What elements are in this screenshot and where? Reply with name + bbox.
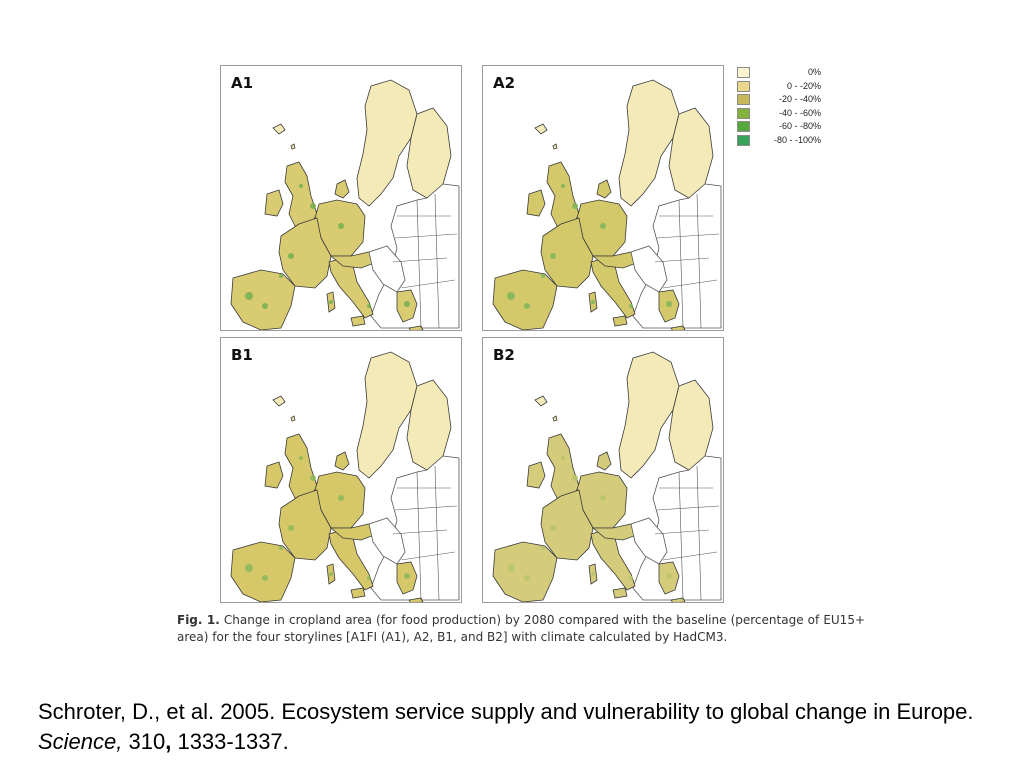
region-britain — [547, 434, 579, 498]
cropland-loss-hotspot — [367, 304, 371, 308]
cropland-loss-hotspot — [507, 292, 515, 300]
citation — [38, 697, 1013, 757]
legend-item — [737, 120, 827, 134]
cropland-loss-hotspot — [591, 572, 595, 576]
map-panel-a2 — [482, 65, 724, 331]
legend-label: -20 - -40% — [778, 94, 821, 104]
cropland-loss-hotspot — [288, 525, 294, 531]
cropland-loss-hotspot — [288, 253, 294, 259]
legend-item — [737, 80, 827, 94]
cropland-loss-hotspot — [629, 304, 633, 308]
region-scandinavia — [357, 80, 417, 206]
map-panel-a1 — [220, 65, 462, 331]
cropland-loss-hotspot — [262, 575, 268, 581]
region-iberia — [231, 270, 295, 330]
region-iceland — [273, 124, 285, 134]
cropland-loss-hotspot — [404, 301, 410, 307]
region-iceland — [273, 396, 285, 406]
cropland-loss-hotspot — [561, 184, 565, 188]
region-sicily — [351, 588, 365, 598]
figure-caption — [177, 612, 865, 646]
region-scandinavia — [619, 352, 679, 478]
region-denmark — [335, 180, 349, 198]
region-ireland — [265, 462, 283, 488]
legend-swatch — [737, 67, 750, 78]
region-britain — [285, 434, 317, 498]
region-faroe — [291, 416, 295, 421]
legend-item — [737, 93, 827, 107]
region-sicily — [613, 316, 627, 326]
region-denmark — [597, 452, 611, 470]
cropland-loss-hotspot — [572, 203, 578, 209]
citation-comma: , — [165, 729, 172, 754]
europe-map — [483, 66, 723, 330]
cropland-loss-hotspot — [279, 274, 283, 278]
cropland-loss-hotspot — [561, 456, 565, 460]
cropland-loss-hotspot — [524, 575, 530, 581]
cropland-loss-hotspot — [262, 303, 268, 309]
legend-swatch — [737, 121, 750, 132]
legend-swatch — [737, 94, 750, 105]
cropland-loss-hotspot — [572, 475, 578, 481]
region-faroe — [291, 144, 295, 149]
europe-map — [221, 338, 461, 602]
cropland-loss-hotspot — [550, 253, 556, 259]
cropland-loss-hotspot — [541, 546, 545, 550]
map-panel-b2 — [482, 337, 724, 603]
cropland-loss-hotspot — [338, 223, 344, 229]
cropland-loss-hotspot — [329, 300, 333, 304]
legend-swatch — [737, 135, 750, 146]
citation-volume: 310 — [122, 729, 166, 754]
cropland-loss-hotspot — [550, 525, 556, 531]
legend-label: -80 - -100% — [773, 134, 821, 145]
legend-swatch — [737, 81, 750, 92]
map-legend — [737, 66, 827, 147]
region-faroe — [553, 416, 557, 421]
legend-item — [737, 107, 827, 121]
region-britain — [285, 162, 317, 226]
panel-label-b2: B2 — [493, 346, 515, 364]
cropland-loss-hotspot — [279, 546, 283, 550]
region-iberia — [231, 542, 295, 602]
cropland-loss-hotspot — [299, 184, 303, 188]
cropland-loss-hotspot — [524, 303, 530, 309]
legend-label: 0% — [807, 67, 821, 77]
cropland-loss-hotspot — [541, 274, 545, 278]
legend-label: -60 - -80% — [778, 121, 821, 131]
citation-journal: Science, — [38, 729, 123, 754]
cropland-loss-hotspot — [299, 456, 303, 460]
region-faroe — [553, 144, 557, 149]
cropland-loss-hotspot — [666, 573, 672, 579]
region-denmark — [335, 452, 349, 470]
region-scandinavia — [357, 352, 417, 478]
region-britain — [547, 162, 579, 226]
region-iberia — [493, 270, 557, 330]
panel-label-a2: A2 — [493, 74, 516, 92]
region-ireland — [527, 462, 545, 488]
map-panel-b1 — [220, 337, 462, 603]
citation-authors-title: Schroter, D., et al. 2005. Ecosystem service supply and vulnerability to global change in Europe. — [38, 699, 974, 724]
legend-swatch — [737, 108, 750, 119]
region-ireland — [265, 190, 283, 216]
cropland-loss-hotspot — [310, 475, 316, 481]
cropland-loss-hotspot — [629, 576, 633, 580]
cropland-loss-hotspot — [600, 495, 606, 501]
cropland-loss-hotspot — [245, 292, 253, 300]
cropland-loss-hotspot — [600, 223, 606, 229]
legend-label: -40 - -60% — [778, 107, 821, 118]
panel-label-b1: B1 — [231, 346, 253, 364]
citation-pages: 1333-1337. — [171, 729, 289, 754]
cropland-loss-hotspot — [338, 495, 344, 501]
cropland-loss-hotspot — [367, 576, 371, 580]
europe-map — [221, 66, 461, 330]
cropland-loss-hotspot — [329, 572, 333, 576]
cropland-loss-hotspot — [310, 203, 316, 209]
caption-text: Change in cropland area (for food production) by 2080 compared with the baseline (percentage of EU15+ area) for the four storylines [A1FI (A1), A2, B1, and B2] with climate calculated by HadCM3. — [177, 613, 866, 644]
cropland-loss-hotspot — [666, 301, 672, 307]
europe-map — [483, 338, 723, 602]
cropland-loss-hotspot — [404, 573, 410, 579]
legend-item — [737, 66, 827, 80]
region-scandinavia — [619, 80, 679, 206]
region-denmark — [597, 180, 611, 198]
region-iceland — [535, 124, 547, 134]
figure-label: Fig. 1. — [177, 613, 220, 627]
region-iceland — [535, 396, 547, 406]
legend-label: 0 - -20% — [786, 80, 821, 91]
region-iberia — [493, 542, 557, 602]
region-sicily — [351, 316, 365, 326]
region-sicily — [613, 588, 627, 598]
cropland-loss-hotspot — [591, 300, 595, 304]
region-ireland — [527, 190, 545, 216]
cropland-loss-hotspot — [245, 564, 253, 572]
cropland-loss-hotspot — [507, 564, 515, 572]
legend-item — [737, 134, 827, 148]
panel-label-a1: A1 — [231, 74, 254, 92]
